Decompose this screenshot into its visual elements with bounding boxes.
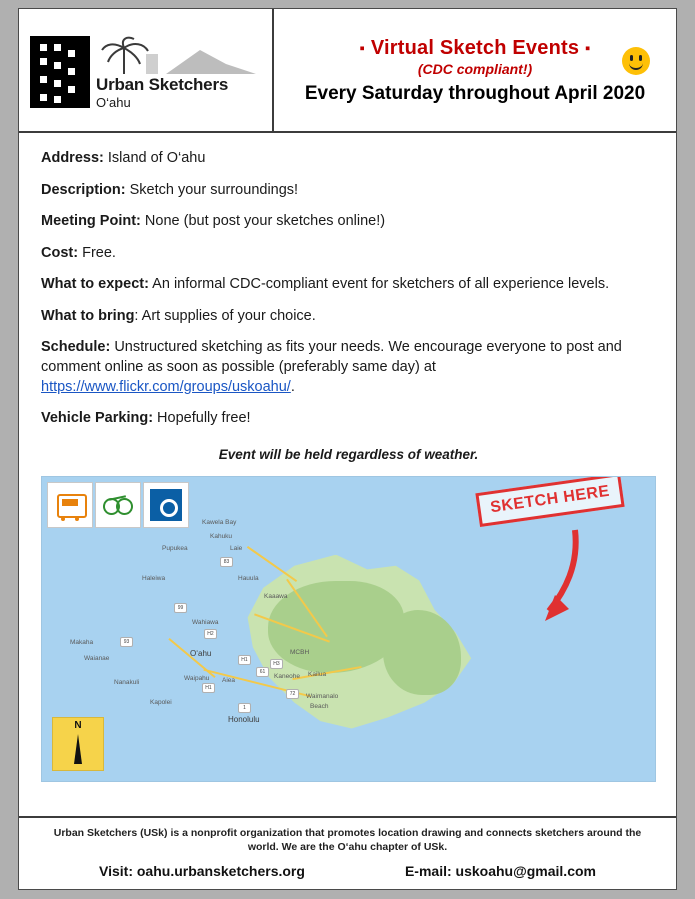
- bullet-icon-2: ▪: [584, 40, 591, 58]
- detail-label: Address:: [41, 150, 104, 166]
- detail-row-what-to-bring: [41, 307, 656, 327]
- map-route-shield: 93: [120, 637, 133, 647]
- detail-label: Schedule:: [41, 339, 111, 356]
- map-route-shield: 61: [256, 667, 269, 677]
- detail-value: Free.: [78, 244, 116, 261]
- detail-row-meeting-point: [41, 212, 656, 232]
- map-route-shield: H1: [202, 683, 215, 693]
- callout-arrow-icon: [505, 525, 595, 635]
- event-title: [274, 37, 676, 60]
- detail-label: Vehicle Parking:: [41, 410, 154, 427]
- map-place-label: Kapolei: [150, 698, 172, 706]
- map-place-label: Kaneohe: [274, 672, 301, 680]
- detail-value: Hopefully free!: [153, 410, 251, 427]
- detail-label: What to bring: [41, 307, 135, 324]
- logo-wordmark: Urban Sketchers: [96, 74, 229, 94]
- bus-icon[interactable]: [47, 482, 93, 528]
- detail-label: What to expect:: [41, 276, 149, 293]
- detail-value: Sketch your surroundings!: [125, 181, 299, 198]
- footer-links: [49, 863, 646, 879]
- logo-block: [19, 9, 274, 131]
- road-line: [168, 638, 215, 678]
- camera-icon[interactable]: [143, 482, 189, 528]
- map-route-shield: H3: [270, 659, 283, 669]
- compass-north-label: N: [74, 719, 82, 731]
- website-link[interactable]: Visit: oahu.urbansketchers.org: [99, 863, 305, 879]
- oahu-island-shape: [232, 555, 492, 740]
- detail-row-schedule: [41, 338, 656, 397]
- map-route-shield: H1: [238, 655, 251, 665]
- detail-row-description: [41, 181, 656, 201]
- bicycle-icon[interactable]: [95, 482, 141, 528]
- detail-row-cost: [41, 244, 656, 264]
- detail-label: Description:: [41, 181, 126, 198]
- map-place-label: Kahuku: [210, 532, 233, 540]
- map-place-label: Laie: [230, 544, 243, 552]
- footer-note: Urban Sketchers (USk) is a nonprofit organization that promotes location drawing and connects sketchers around the world. We are the O‘ahu chapter of USk.: [53, 826, 642, 853]
- map-route-shield: 1: [238, 703, 251, 713]
- header-title-block: [274, 9, 676, 131]
- logo-chapter: O‘ahu: [96, 94, 131, 110]
- poster-footer: [19, 816, 676, 889]
- map-place-label: Makaha: [70, 638, 94, 646]
- schedule-text-after: .: [290, 378, 295, 395]
- detail-value: Island of O‘ahu: [103, 150, 206, 166]
- compass-rose: [52, 717, 104, 771]
- map-place-label: Kaaawa: [264, 592, 288, 600]
- detail-row-address: [41, 149, 656, 169]
- detail-value: : Art supplies of your choice.: [134, 307, 316, 324]
- map-place-label: Haleiwa: [142, 574, 166, 582]
- map-place-label: Hauula: [238, 574, 259, 582]
- map-place-label: Kawela Bay: [202, 518, 237, 526]
- map-place-label: Honolulu: [228, 714, 260, 724]
- map-place-label: Aiea: [222, 676, 236, 684]
- schedule-text: Unstructured sketching as fits your needs. We encourage everyone to post and comment online as soon as possible (preferably same day) at: [41, 339, 622, 375]
- flickr-group-link[interactable]: https://www.flickr.com/groups/uskoahu/: [41, 378, 291, 395]
- sketch-here-callout: [475, 476, 624, 527]
- map-route-shield: H2: [204, 629, 217, 639]
- bullet-icon: ▪: [359, 40, 366, 58]
- smiley-face-icon: [622, 47, 650, 75]
- detail-label: Cost:: [41, 244, 79, 261]
- weather-note: Event will be held regardless of weather.: [218, 446, 479, 462]
- map-route-shield: 99: [174, 603, 187, 613]
- transport-icons: [47, 482, 191, 528]
- detail-value: An informal CDC-compliant event for sketchers of all experience levels.: [148, 276, 610, 293]
- map-route-shield: 72: [286, 689, 299, 699]
- event-title-text: Virtual Sketch Events: [370, 37, 580, 59]
- map-place-label: MCBH: [290, 648, 310, 656]
- poster-header: [19, 9, 676, 133]
- map-place-label: Pupukea: [162, 544, 188, 552]
- poster-sheet: [18, 8, 677, 890]
- event-schedule-line: Every Saturday throughout April 2020: [304, 83, 646, 104]
- map-image[interactable]: [41, 476, 656, 782]
- map-place-label: Wahiawa: [192, 618, 219, 626]
- map-place-label: Beach: [310, 702, 329, 710]
- palm-and-diamondhead-icon: [96, 36, 261, 76]
- detail-row-vehicle-parking: [41, 409, 656, 429]
- map-place-label: Waianae: [84, 654, 110, 662]
- event-subtitle: (CDC compliant!): [417, 61, 533, 77]
- poster-body: [19, 133, 676, 462]
- map-place-label: O‘ahu: [190, 648, 212, 658]
- map-place-label: Nanakuli: [114, 678, 140, 686]
- map-route-shield: 83: [220, 557, 233, 567]
- sketch-here-label: SKETCH HERE: [475, 476, 624, 527]
- email-link[interactable]: E-mail: uskoahu@gmail.com: [404, 863, 596, 879]
- detail-label: Meeting Point:: [41, 213, 141, 230]
- detail-value: None (but post your sketches online!): [140, 213, 386, 230]
- map-place-label: Waimanalo: [306, 692, 339, 700]
- detail-row-what-to-expect: [41, 275, 656, 295]
- map-place-label: Kailua: [308, 670, 327, 678]
- building-logo-icon: [30, 36, 90, 108]
- map-place-label: Waipahu: [184, 674, 210, 682]
